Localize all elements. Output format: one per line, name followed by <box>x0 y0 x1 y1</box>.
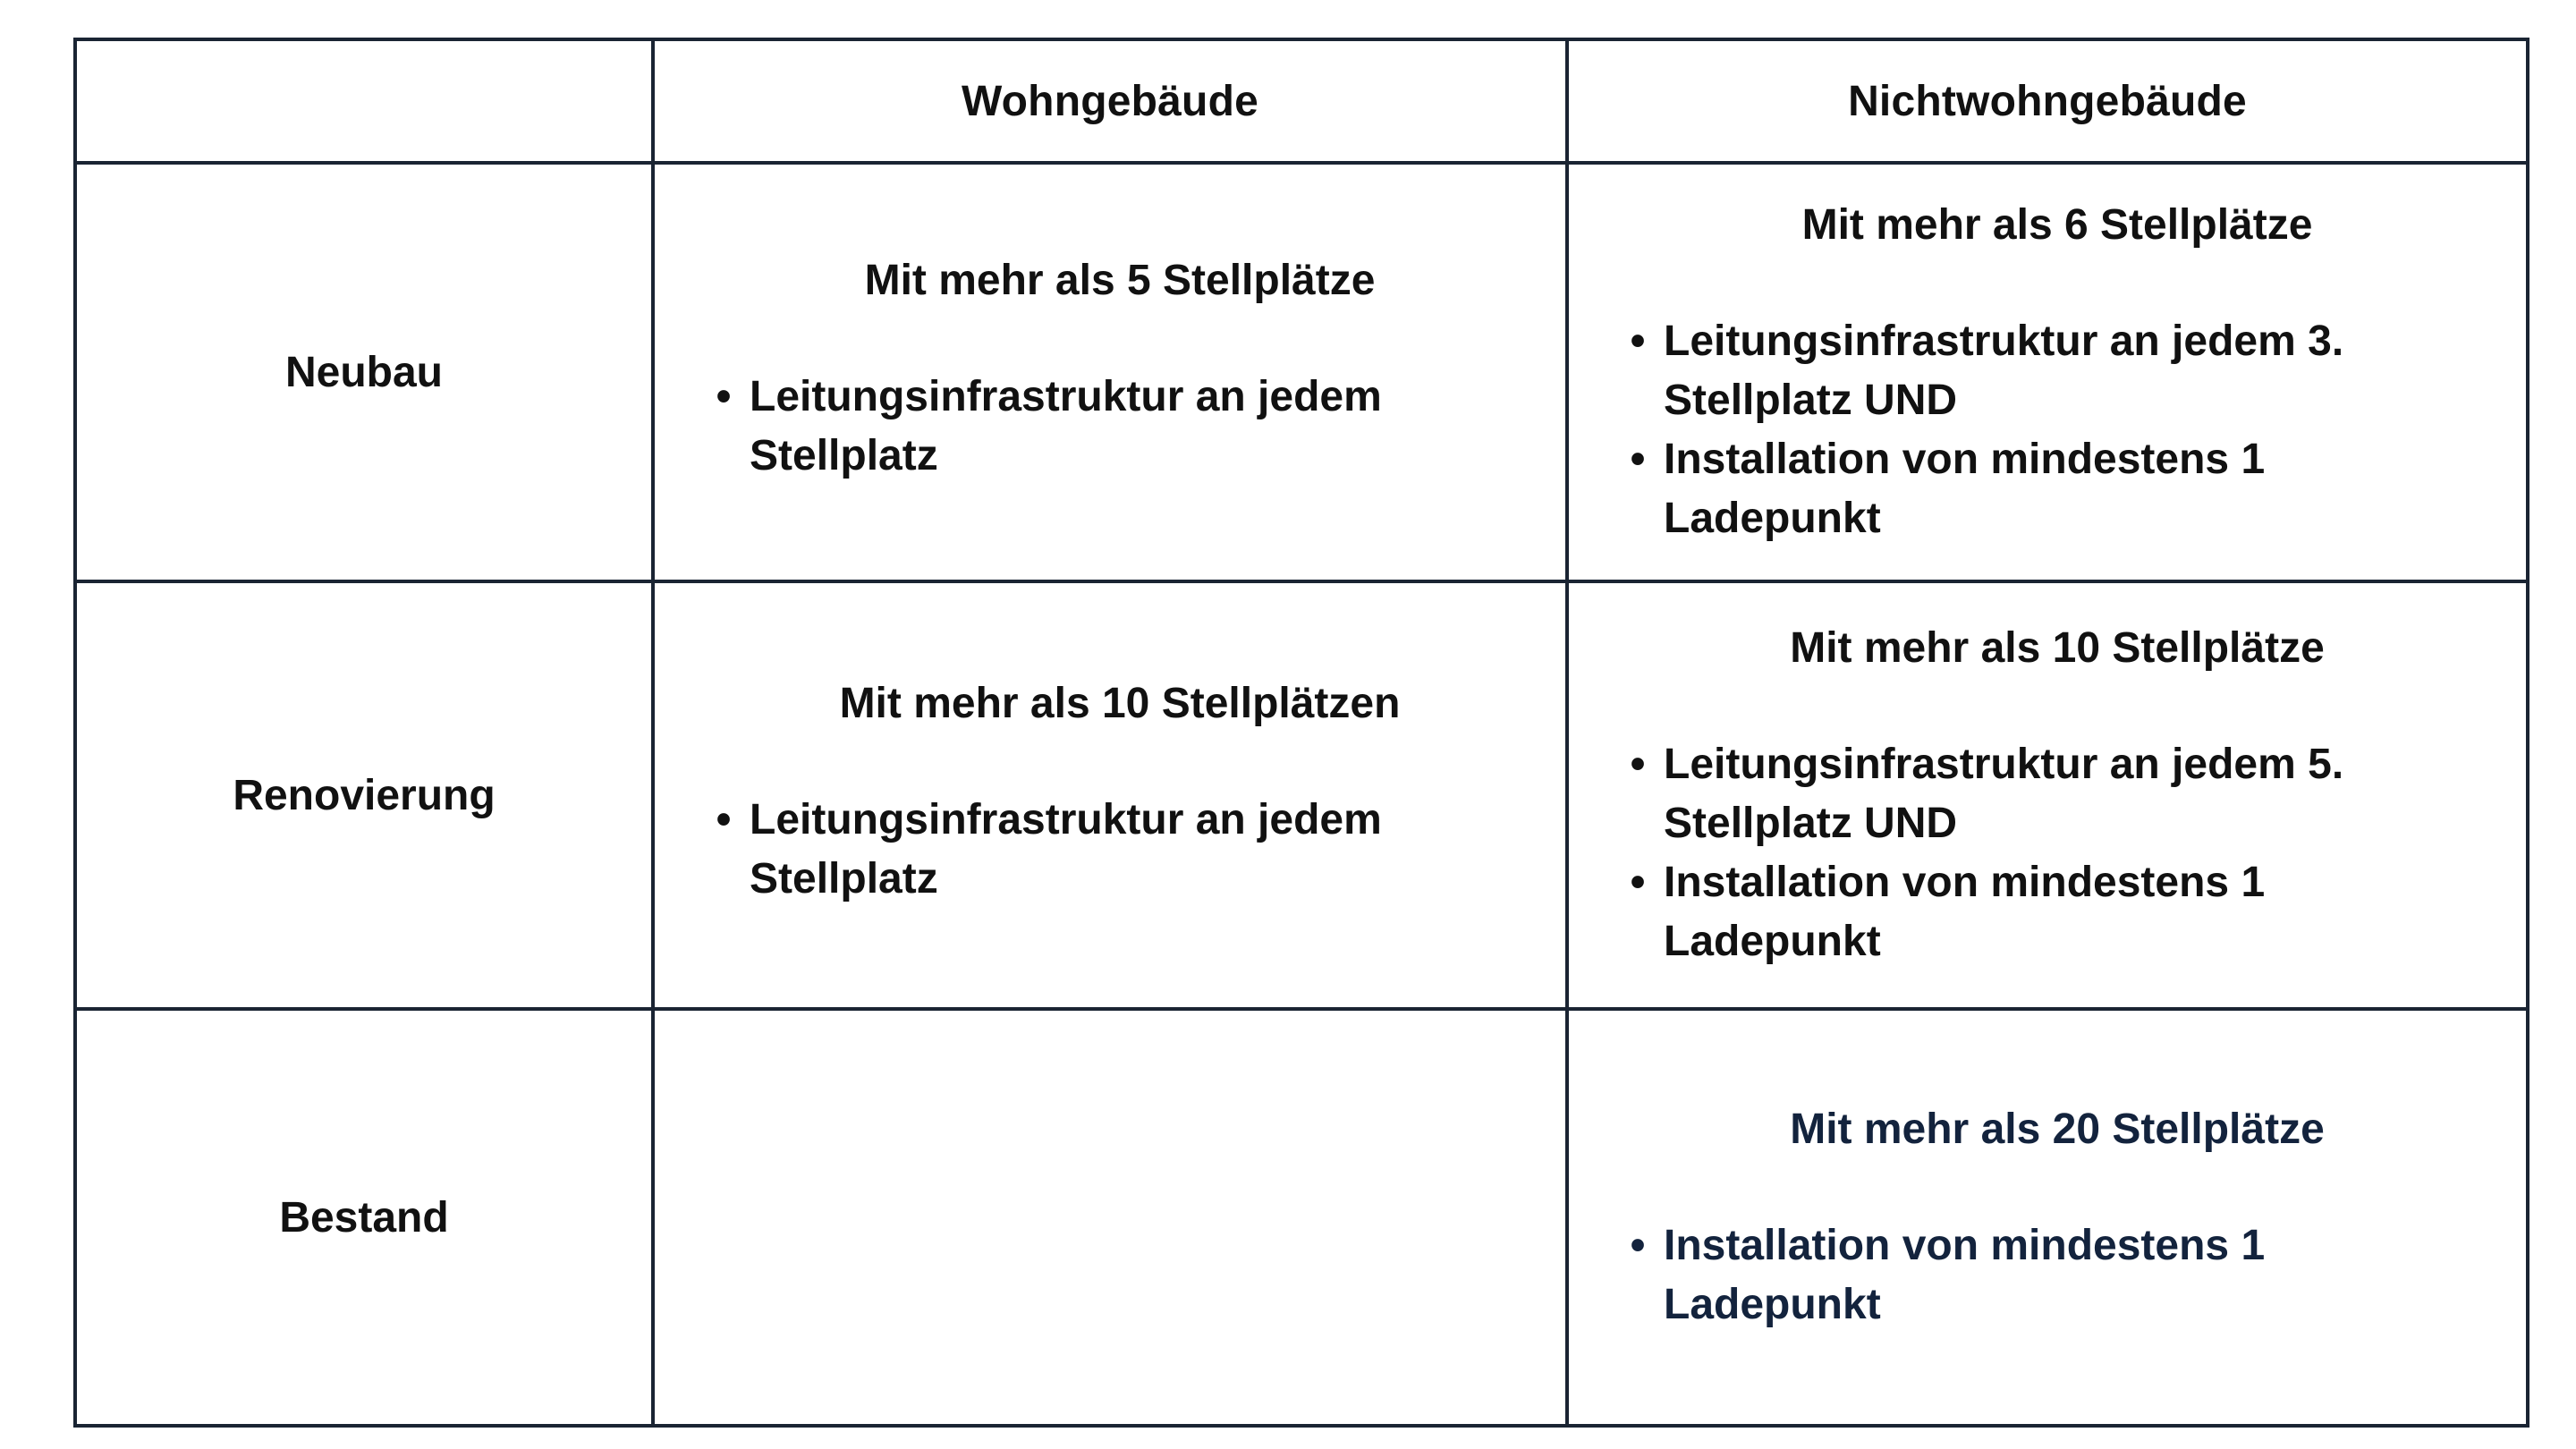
requirements-table <box>73 38 2529 1428</box>
bullet-icon: • <box>1630 436 1646 483</box>
table-row-renovierung <box>75 581 2528 1009</box>
bullet-icon: • <box>716 373 732 420</box>
header-cell-residential <box>653 39 1567 163</box>
renovierung-residential-title: Mit mehr als 10 Stellplätzen <box>839 680 1401 727</box>
neubau-nonresidential-list <box>1624 312 2490 548</box>
table-row-bestand <box>75 1009 2528 1426</box>
list-item <box>710 791 1530 909</box>
list-item-text: Leitungsinfrastruktur an jedem Stellplatz <box>750 796 1382 902</box>
renovierung-residential-cell <box>653 581 1567 1009</box>
list-item-text: Installation von mindestens 1 Ladepunkt <box>1664 859 2266 965</box>
renovierung-nonresidential-list <box>1624 735 2490 971</box>
table-row-neubau <box>75 163 2528 581</box>
bullet-icon: • <box>716 796 732 843</box>
neubau-residential-cell <box>653 163 1567 581</box>
list-item <box>710 368 1530 486</box>
header-residential: Wohngebäude <box>962 77 1258 125</box>
list-item <box>1624 1216 2490 1335</box>
neubau-nonresidential-title: Mit mehr als 6 Stellplätze <box>1801 201 2313 249</box>
bullet-icon: • <box>1630 318 1646 365</box>
list-item <box>1624 853 2490 971</box>
header-cell-nonresidential <box>1567 39 2528 163</box>
list-item <box>1624 430 2490 548</box>
row-label-bestand: Bestand <box>279 1193 449 1241</box>
neubau-residential-title: Mit mehr als 5 Stellplätze <box>864 257 1376 304</box>
bestand-nonresidential-cell <box>1567 1009 2528 1426</box>
neubau-nonresidential-cell <box>1567 163 2528 581</box>
bullet-icon: • <box>1630 859 1646 906</box>
list-item-text: Leitungsinfrastruktur an jedem 5. Stellplatz UND <box>1664 741 2344 847</box>
bullet-icon: • <box>1630 741 1646 788</box>
list-item-text: Installation von mindestens 1 Ladepunkt <box>1664 1222 2266 1328</box>
renovierung-nonresidential-title: Mit mehr als 10 Stellplätze <box>1790 624 2325 672</box>
bestand-nonresidential-list <box>1624 1216 2490 1335</box>
row-label-neubau: Neubau <box>284 348 443 396</box>
bestand-residential-cell-empty <box>653 1009 1567 1426</box>
list-item-text: Installation von mindestens 1 Ladepunkt <box>1664 436 2266 542</box>
renovierung-residential-list <box>710 791 1530 909</box>
row-label-cell <box>75 1009 653 1426</box>
header-nonresidential: Nichtwohngebäude <box>1848 77 2247 125</box>
header-corner-cell <box>75 39 653 163</box>
row-label-cell <box>75 581 653 1009</box>
list-item-text: Leitungsinfrastruktur an jedem Stellplatz <box>750 373 1382 479</box>
row-label-renovierung: Renovierung <box>233 771 496 819</box>
neubau-residential-list <box>710 368 1530 486</box>
list-item <box>1624 312 2490 430</box>
bestand-nonresidential-title: Mit mehr als 20 Stellplätze <box>1790 1106 2325 1153</box>
list-item <box>1624 735 2490 853</box>
header-row <box>75 39 2528 163</box>
row-label-cell <box>75 163 653 581</box>
bullet-icon: • <box>1630 1222 1646 1269</box>
list-item-text: Leitungsinfrastruktur an jedem 3. Stellplatz UND <box>1664 318 2344 424</box>
renovierung-nonresidential-cell <box>1567 581 2528 1009</box>
